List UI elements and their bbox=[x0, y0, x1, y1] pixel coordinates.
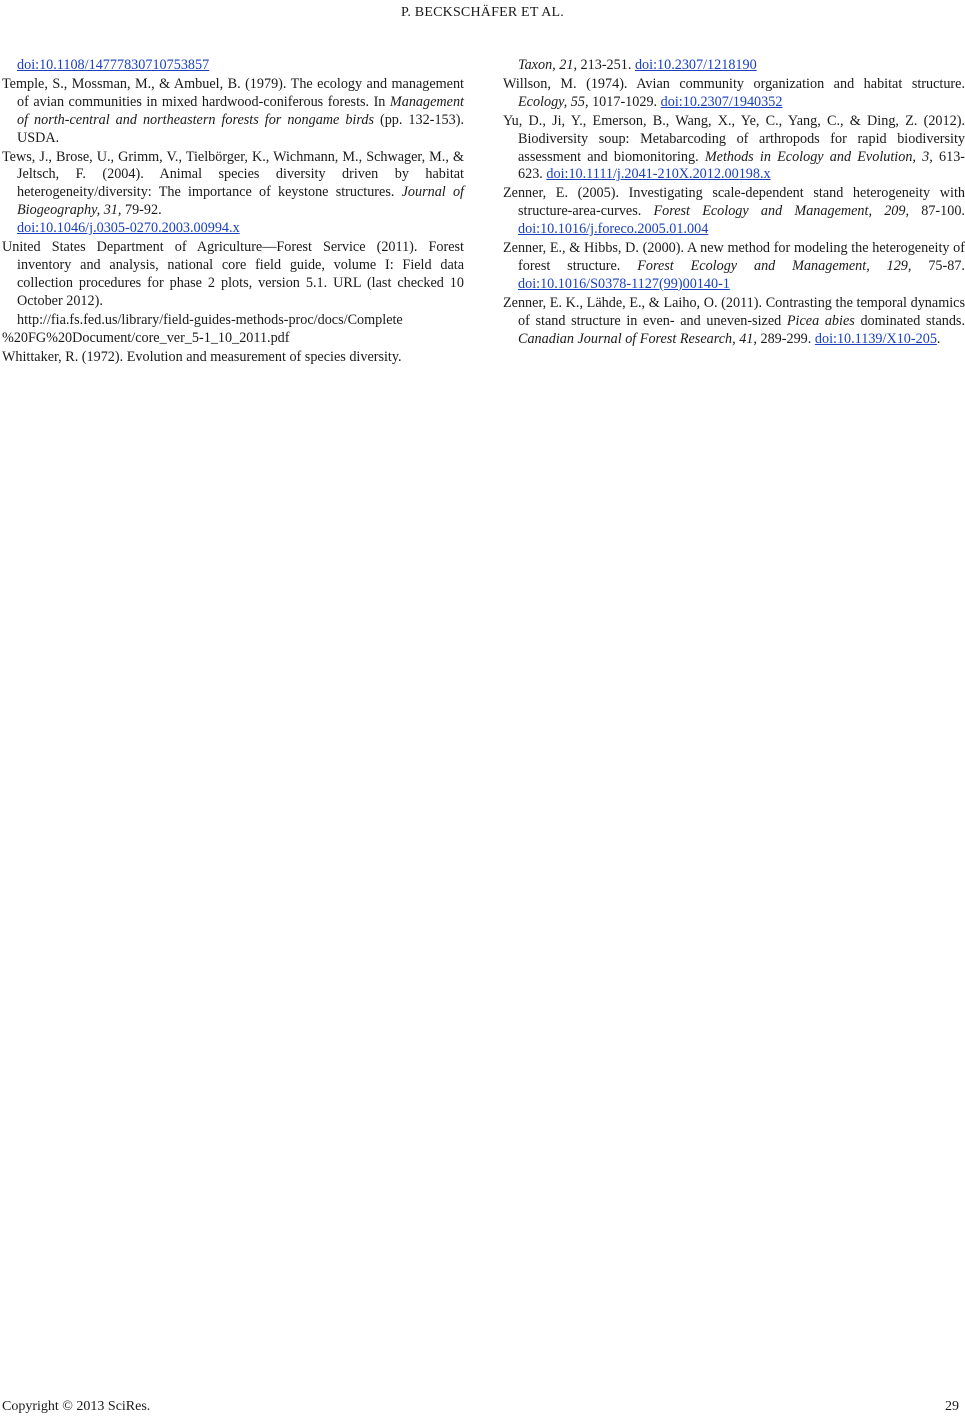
reference-continuation bbox=[2, 57, 464, 75]
doi-link[interactable]: doi:10.1046/j.0305-0270.2003.00994.x bbox=[17, 220, 240, 237]
reference-usda-2011: United States Department of Agriculture—Forest Service (2011). Forest inventory and analysis, national core field guide, volume I: Field data collection procedures for phase 2 plots, version 5.1. URL (last checked 10 October 2012). bbox=[2, 239, 464, 309]
reference-temple-1979: Temple, S., Mossman, M., & Ambuel, B. (1979). The ecology and management of avian communities in mixed hardwood-coniferous forests. In Management of north-central and northeastern forests for nongame birds (pp. 132-153). USDA. bbox=[2, 75, 464, 146]
page-number: 29 bbox=[945, 1399, 959, 1414]
reference-zenner-2011: Zenner, E. K., Lähde, E., & Laiho, O. (2011). Contrasting the temporal dynamics of stand structure in even- and uneven-sized Picea abies dominated stands. Canadian Journal of Forest Research, 41, 289-299. doi:10.1139/X10-205. bbox=[503, 294, 965, 347]
running-head: P. BECKSCHÄFER ET AL. bbox=[400, 5, 565, 20]
url-line: %20FG%20Document/core_ver_5-1_10_2011.pdf bbox=[2, 329, 290, 346]
url-line: http://fia.fs.fed.us/library/field-guides-methods-proc/docs/Complete bbox=[17, 311, 403, 328]
reference-whittaker-1972: Whittaker, R. (1972). Evolution and measurement of species diversity. bbox=[2, 348, 402, 365]
doi-link[interactable]: doi:10.1108/14777830710753857 bbox=[17, 57, 210, 73]
doi-link[interactable]: doi:10.1111/j.2041-210X.2012.00198.x bbox=[546, 166, 771, 183]
left-column bbox=[2, 57, 464, 367]
reference-yu-2012: Yu, D., Ji, Y., Emerson, B., Wang, X., Ye, C., Yang, C., & Ding, Z. (2012). Biodiversity soup: Metabarcoding of arthropods for rapid biodiversity assessment and biomonitoring. Methods in Ecology and Evolution, 3, 613-623. doi:10.1111/j.2041-210X.2012.00198.x bbox=[503, 112, 965, 183]
doi-link[interactable]: doi:10.2307/1940352 bbox=[660, 93, 783, 110]
doi-link[interactable]: doi:10.1139/X10-205 bbox=[814, 330, 937, 347]
reference-zenner-2000: Zenner, E., & Hibbs, D. (2000). A new method for modeling the heterogeneity of forest structure. Forest Ecology and Management, 129, 75-87. doi:10.1016/S0378-1127(99)00140-1 bbox=[503, 240, 965, 292]
reference-continuation: Taxon, 21, 213-251. doi:10.2307/1218190 bbox=[518, 57, 757, 73]
doi-link[interactable]: doi:10.1016/j.foreco.2005.01.004 bbox=[518, 221, 709, 238]
reference-willson-1974: Willson, M. (1974). Avian community organization and habitat structure. Ecology, 55, 1017-1029. doi:10.2307/1940352 bbox=[503, 75, 965, 110]
doi-link[interactable]: doi:10.2307/1218190 bbox=[634, 57, 757, 73]
right-column bbox=[503, 57, 965, 350]
doi-link[interactable]: doi:10.1016/S0378-1127(99)00140-1 bbox=[518, 275, 730, 292]
reference-zenner-2005: Zenner, E. (2005). Investigating scale-dependent stand heterogeneity with structure-area-curves. Forest Ecology and Management, 209, 87-100. doi:10.1016/j.foreco.2005.01.004 bbox=[503, 185, 965, 238]
reference-tews-2004: Tews, J., Brose, U., Grimm, V., Tielbörger, K., Wichmann, M., Schwager, M., & Jeltsch, F. (2004). Animal species diversity driven by habitat heterogeneity/diversity: The importance of keystone structures. Journal of Biogeography, 31, 79-92. doi:10.1046/j.0305-0270.2003.00994.x bbox=[2, 148, 464, 237]
copyright-notice: Copyright © 2013 SciRes. bbox=[2, 1399, 151, 1414]
